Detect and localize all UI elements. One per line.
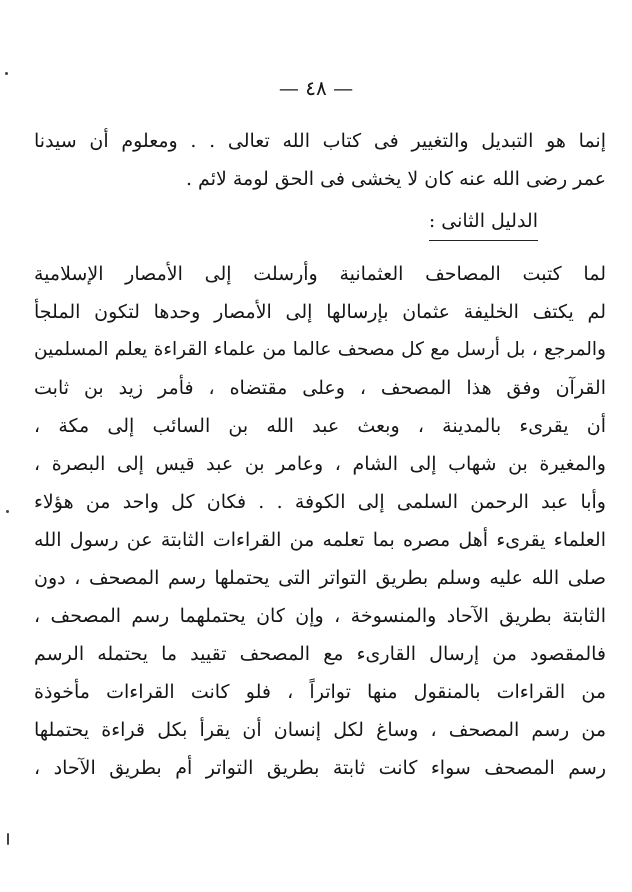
text-line: وأبا عبد الرحمن السلمى إلى الكوفة . . فكان كل واحد من هؤلاء	[34, 491, 606, 513]
text-line: عمر رضى الله عنه كان لا يخشى فى الحق لومة لائم .	[185, 168, 606, 190]
text-line: لما كتبت المصاحف العثمانية وأرسلت إلى الأمصار الإسلامية	[34, 263, 606, 285]
scan-speck	[5, 72, 8, 75]
text-line: الثابتة بطريق الآحاد والمنسوخة ، وإن كان يحتملهما رسم المصحف ،	[34, 605, 606, 627]
text-line: فالمقصود من إرسال القارىء مع المصحف تقييد ما يحتمله الرسم	[34, 643, 606, 665]
page-number: — ٤٨ —	[278, 76, 354, 100]
section-heading: الدليل الثانى :	[429, 204, 538, 241]
intro-paragraph	[34, 122, 606, 198]
text-line: إنما هو التبديل والتغيير فى كتاب الله تعالى . . ومعلوم أن سيدنا	[34, 130, 606, 152]
text-line: صلى الله عليه وسلم بطريق التواتر التى يحتملها رسم المصحف ، دون	[34, 567, 606, 589]
text-line: أن يقرىء بالمدينة ، وبعث عبد الله بن السائب إلى مكة ،	[34, 415, 606, 437]
text-line: العلماء يقرىء أهل مصره بما تعلمه من القراءات الثابتة عن رسول الله	[34, 529, 606, 551]
scan-speck	[6, 510, 9, 513]
text-line: من القراءات بالمنقول منها تواتراً ، فلو كانت القراءات مأخوذة	[34, 681, 606, 703]
body-paragraph	[34, 255, 606, 787]
text-line: رسم المصحف سواء كانت ثابتة بطريق التواتر أم بطريق الآحاد ،	[34, 757, 606, 779]
text-line: من رسم المصحف ، وساغ لكل إنسان أن يقرأ بكل قراءة يحتملها	[34, 719, 606, 741]
text-line: لم يكتف الخليفة عثمان بإرسالها إلى الأمصار وحدها لتكون الملجأ	[34, 301, 606, 323]
text-line: والمغيرة بن شهاب إلى الشام ، وعامر بن عبد قيس إلى البصرة ،	[34, 453, 606, 475]
text-line: القرآن وفق هذا المصحف ، وعلى مقتضاه ، فأمر زيد بن ثابت	[34, 377, 606, 399]
scan-speck	[7, 833, 9, 845]
text-line: والمرجع ، بل أرسل مع كل مصحف عالما من علماء القراءة يعلم المسلمين	[34, 339, 606, 360]
